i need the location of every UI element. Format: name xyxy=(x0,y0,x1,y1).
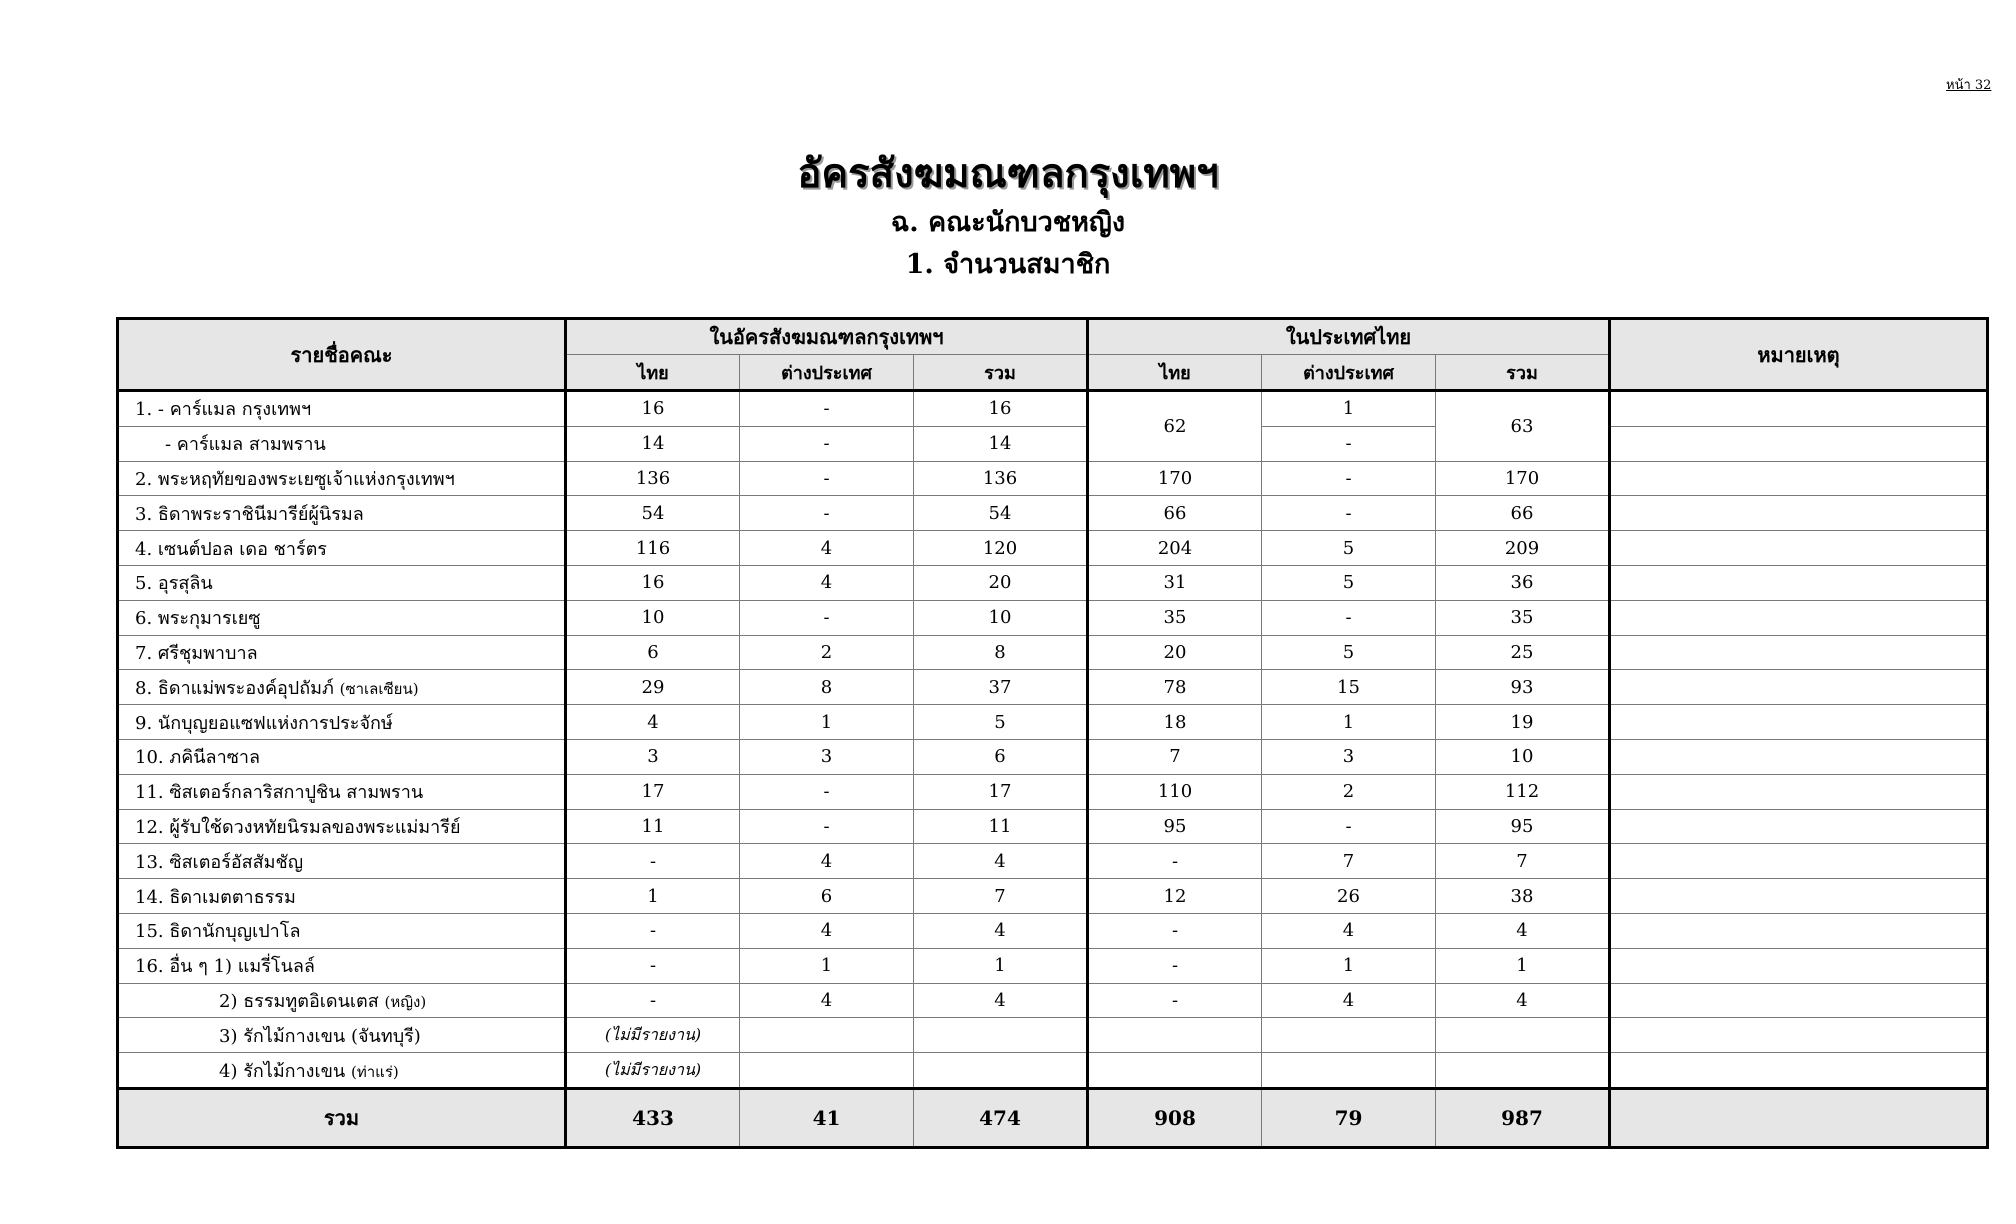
cell-remarks xyxy=(1610,426,1988,461)
cell-t-thai: 7 xyxy=(1088,739,1262,774)
table-row xyxy=(118,1018,1988,1053)
cell-a-total: 4 xyxy=(914,983,1088,1018)
row-name: - คาร์แมล สามพราน xyxy=(118,426,566,461)
cell-remarks xyxy=(1610,774,1988,809)
cell-t-thai xyxy=(1088,1053,1262,1089)
cell-remarks xyxy=(1610,705,1988,740)
row-name: 3) รักไม้กางเขน (จันทบุรี) xyxy=(118,1018,566,1053)
row-name: 7. ศรีชุมพาบาล xyxy=(118,635,566,670)
header-a-foreign: ต่างประเทศ xyxy=(740,355,914,391)
cell-t-total: 112 xyxy=(1436,774,1610,809)
cell-t-thai: 66 xyxy=(1088,496,1262,531)
header-thailand: ในประเทศไทย xyxy=(1088,319,1610,355)
cell-t-total: 38 xyxy=(1436,879,1610,914)
row-name-main: 8. ธิดาแม่พระองค์อุปถัมภ์ xyxy=(135,677,334,699)
cell-a-thai: 6 xyxy=(566,635,740,670)
row-name-main: 2) ธรรมทูตอิเดนเตส xyxy=(219,990,379,1012)
row-name: 5. อุรสุลิน xyxy=(118,565,566,600)
cell-a-foreign: 4 xyxy=(740,913,914,948)
table-row xyxy=(118,948,1988,983)
row-name: 3. ธิดาพระราชินีมารีย์ผู้นิรมล xyxy=(118,496,566,531)
table-row xyxy=(118,531,1988,566)
table-row xyxy=(118,879,1988,914)
cell-a-foreign: 1 xyxy=(740,705,914,740)
cell-remarks xyxy=(1610,844,1988,879)
cell-a-foreign: - xyxy=(740,426,914,461)
row-name: 16. อื่น ๆ 1) แมรี่โนลล์ xyxy=(118,948,566,983)
row-name: 9. นักบุญยอแซฟแห่งการประจักษ์ xyxy=(118,705,566,740)
cell-t-thai: 20 xyxy=(1088,635,1262,670)
cell-a-foreign: 3 xyxy=(740,739,914,774)
row-name: 14. ธิดาเมตตาธรรม xyxy=(118,879,566,914)
table-row xyxy=(118,705,1988,740)
cell-t-total: 170 xyxy=(1436,461,1610,496)
cell-t-thai xyxy=(1088,1018,1262,1053)
row-name: 6. พระกุมารเยซู xyxy=(118,600,566,635)
cell-t-total: 209 xyxy=(1436,531,1610,566)
table-row xyxy=(118,774,1988,809)
row-name xyxy=(118,1053,566,1089)
cell-t-thai: 78 xyxy=(1088,670,1262,705)
cell-t-total: 1 xyxy=(1436,948,1610,983)
cell-t-foreign: - xyxy=(1262,809,1436,844)
total-t-total: 987 xyxy=(1436,1088,1610,1147)
cell-remarks xyxy=(1610,461,1988,496)
cell-remarks xyxy=(1610,983,1988,1018)
cell-t-thai: 62 xyxy=(1088,391,1262,462)
cell-a-foreign: 4 xyxy=(740,565,914,600)
cell-a-thai: - xyxy=(566,948,740,983)
table-row xyxy=(118,1053,1988,1089)
row-name xyxy=(118,983,566,1018)
cell-remarks xyxy=(1610,948,1988,983)
cell-remarks xyxy=(1610,809,1988,844)
cell-a-total: 17 xyxy=(914,774,1088,809)
cell-t-foreign xyxy=(1262,1018,1436,1053)
cell-a-total: 4 xyxy=(914,844,1088,879)
total-t-thai: 908 xyxy=(1088,1088,1262,1147)
cell-a-foreign: - xyxy=(740,391,914,427)
cell-remarks xyxy=(1610,391,1988,427)
cell-a-total: 120 xyxy=(914,531,1088,566)
total-remarks xyxy=(1610,1088,1988,1147)
header-remarks: หมายเหตุ xyxy=(1610,319,1988,391)
cell-a-total: 8 xyxy=(914,635,1088,670)
cell-a-foreign: - xyxy=(740,809,914,844)
cell-a-foreign: 4 xyxy=(740,531,914,566)
cell-a-total: 20 xyxy=(914,565,1088,600)
cell-t-thai: 204 xyxy=(1088,531,1262,566)
table-row xyxy=(118,565,1988,600)
cell-a-total: 11 xyxy=(914,809,1088,844)
cell-a-foreign: 4 xyxy=(740,983,914,1018)
cell-t-foreign: 3 xyxy=(1262,739,1436,774)
cell-t-thai: 12 xyxy=(1088,879,1262,914)
cell-t-total: 4 xyxy=(1436,913,1610,948)
row-name: 4. เซนต์ปอล เดอ ชาร์ตร xyxy=(118,531,566,566)
cell-t-thai: 35 xyxy=(1088,600,1262,635)
cell-t-foreign: - xyxy=(1262,496,1436,531)
cell-t-total: 95 xyxy=(1436,809,1610,844)
title-block xyxy=(0,146,2016,286)
header-archdiocese: ในอัครสังฆมณฑลกรุงเทพฯ xyxy=(566,319,1088,355)
cell-a-thai: 4 xyxy=(566,705,740,740)
cell-a-total: 16 xyxy=(914,391,1088,427)
table-row xyxy=(118,809,1988,844)
cell-a-total: 10 xyxy=(914,600,1088,635)
row-name: 10. ภคินีลาซาล xyxy=(118,739,566,774)
cell-t-total: 10 xyxy=(1436,739,1610,774)
table-row xyxy=(118,635,1988,670)
row-name: 1. - คาร์แมล กรุงเทพฯ xyxy=(118,391,566,427)
cell-t-total: 35 xyxy=(1436,600,1610,635)
cell-a-thai: - xyxy=(566,913,740,948)
cell-a-total: 4 xyxy=(914,913,1088,948)
cell-t-foreign: - xyxy=(1262,426,1436,461)
cell-a-foreign: 6 xyxy=(740,879,914,914)
cell-t-thai: 110 xyxy=(1088,774,1262,809)
header-a-thai: ไทย xyxy=(566,355,740,391)
row-name: 12. ผู้รับใช้ดวงหทัยนิรมลของพระแม่มารีย์ xyxy=(118,809,566,844)
cell-t-total: 63 xyxy=(1436,391,1610,462)
row-name: 13. ซิสเตอร์อัสสัมชัญ xyxy=(118,844,566,879)
cell-t-total: 66 xyxy=(1436,496,1610,531)
cell-remarks xyxy=(1610,496,1988,531)
cell-t-foreign: 1 xyxy=(1262,391,1436,427)
table-row xyxy=(118,461,1988,496)
row-name: 2. พระหฤทัยของพระเยซูเจ้าแห่งกรุงเทพฯ xyxy=(118,461,566,496)
cell-a-foreign: - xyxy=(740,774,914,809)
cell-t-foreign: - xyxy=(1262,600,1436,635)
cell-a-total: 54 xyxy=(914,496,1088,531)
cell-a-thai: 3 xyxy=(566,739,740,774)
cell-a-foreign: 8 xyxy=(740,670,914,705)
cell-t-total: 93 xyxy=(1436,670,1610,705)
cell-t-foreign: 1 xyxy=(1262,948,1436,983)
cell-a-thai: 17 xyxy=(566,774,740,809)
cell-t-total xyxy=(1436,1053,1610,1089)
members-table xyxy=(116,317,1989,1149)
section-subtitle: ฉ. คณะนักบวชหญิง xyxy=(890,207,1126,238)
cell-t-thai: 31 xyxy=(1088,565,1262,600)
cell-t-total: 4 xyxy=(1436,983,1610,1018)
cell-a-thai: 54 xyxy=(566,496,740,531)
table-row xyxy=(118,426,1988,461)
cell-t-foreign: 7 xyxy=(1262,844,1436,879)
cell-t-thai: 170 xyxy=(1088,461,1262,496)
cell-a-foreign: - xyxy=(740,600,914,635)
header-t-total: รวม xyxy=(1436,355,1610,391)
cell-t-total: 19 xyxy=(1436,705,1610,740)
cell-a-total: 7 xyxy=(914,879,1088,914)
cell-t-foreign: 5 xyxy=(1262,565,1436,600)
cell-t-thai: 95 xyxy=(1088,809,1262,844)
cell-a-thai: (ไม่มีรายงาน) xyxy=(566,1018,740,1053)
row-name-suffix: (หญิง) xyxy=(384,992,427,1011)
cell-remarks xyxy=(1610,670,1988,705)
page-title: อัครสังฆมณฑลกรุงเทพฯ xyxy=(797,150,1219,197)
cell-a-thai: 136 xyxy=(566,461,740,496)
cell-a-total: 5 xyxy=(914,705,1088,740)
cell-a-foreign: 1 xyxy=(740,948,914,983)
cell-remarks xyxy=(1610,913,1988,948)
cell-a-thai: 1 xyxy=(566,879,740,914)
cell-a-thai: 10 xyxy=(566,600,740,635)
cell-t-thai: - xyxy=(1088,948,1262,983)
cell-a-total: 1 xyxy=(914,948,1088,983)
cell-t-total xyxy=(1436,1018,1610,1053)
cell-t-foreign: - xyxy=(1262,461,1436,496)
cell-remarks xyxy=(1610,600,1988,635)
cell-remarks xyxy=(1610,739,1988,774)
table-subtitle: 1. จำนวนสมาชิก xyxy=(905,249,1111,280)
table-row xyxy=(118,391,1988,427)
cell-remarks xyxy=(1610,531,1988,566)
cell-a-foreign: - xyxy=(740,461,914,496)
row-name: 15. ธิดานักบุญเปาโล xyxy=(118,913,566,948)
table-row xyxy=(118,739,1988,774)
cell-remarks xyxy=(1610,1018,1988,1053)
table-row xyxy=(118,600,1988,635)
cell-t-total: 36 xyxy=(1436,565,1610,600)
cell-a-foreign xyxy=(740,1018,914,1053)
row-name-suffix: (ท่าแร่) xyxy=(350,1062,399,1081)
table-row xyxy=(118,913,1988,948)
cell-a-thai: (ไม่มีรายงาน) xyxy=(566,1053,740,1089)
row-name-main: 4) รักไม้กางเขน xyxy=(219,1060,346,1082)
cell-a-total: 37 xyxy=(914,670,1088,705)
cell-t-thai: - xyxy=(1088,983,1262,1018)
cell-a-thai: 16 xyxy=(566,391,740,427)
table-row xyxy=(118,983,1988,1018)
cell-t-foreign: 2 xyxy=(1262,774,1436,809)
header-t-foreign: ต่างประเทศ xyxy=(1262,355,1436,391)
cell-a-total: 136 xyxy=(914,461,1088,496)
cell-a-total xyxy=(914,1018,1088,1053)
table-row xyxy=(118,670,1988,705)
cell-remarks xyxy=(1610,565,1988,600)
header-name: รายชื่อคณะ xyxy=(118,319,566,391)
totals-label: รวม xyxy=(118,1088,566,1147)
cell-t-foreign: 26 xyxy=(1262,879,1436,914)
header-t-thai: ไทย xyxy=(1088,355,1262,391)
cell-a-thai: 16 xyxy=(566,565,740,600)
cell-a-foreign xyxy=(740,1053,914,1089)
cell-a-thai: 29 xyxy=(566,670,740,705)
cell-a-thai: 116 xyxy=(566,531,740,566)
cell-a-total: 14 xyxy=(914,426,1088,461)
cell-a-foreign: 2 xyxy=(740,635,914,670)
cell-remarks xyxy=(1610,1053,1988,1089)
cell-a-foreign: 4 xyxy=(740,844,914,879)
page-number: หน้า 32 xyxy=(1946,78,1992,93)
table-row xyxy=(118,844,1988,879)
cell-t-total: 25 xyxy=(1436,635,1610,670)
cell-t-foreign xyxy=(1262,1053,1436,1089)
row-name-suffix: (ซาเลเซียน) xyxy=(339,679,419,698)
totals-row xyxy=(118,1088,1988,1147)
cell-remarks xyxy=(1610,879,1988,914)
cell-a-total: 6 xyxy=(914,739,1088,774)
cell-t-foreign: 4 xyxy=(1262,913,1436,948)
cell-a-thai: - xyxy=(566,983,740,1018)
cell-t-thai: - xyxy=(1088,844,1262,879)
cell-t-foreign: 4 xyxy=(1262,983,1436,1018)
total-a-total: 474 xyxy=(914,1088,1088,1147)
total-t-foreign: 79 xyxy=(1262,1088,1436,1147)
cell-a-total xyxy=(914,1053,1088,1089)
cell-a-foreign: - xyxy=(740,496,914,531)
cell-t-foreign: 5 xyxy=(1262,635,1436,670)
total-a-foreign: 41 xyxy=(740,1088,914,1147)
row-name xyxy=(118,670,566,705)
header-a-total: รวม xyxy=(914,355,1088,391)
cell-t-thai: - xyxy=(1088,913,1262,948)
cell-t-foreign: 15 xyxy=(1262,670,1436,705)
total-a-thai: 433 xyxy=(566,1088,740,1147)
cell-a-thai: 14 xyxy=(566,426,740,461)
cell-t-foreign: 5 xyxy=(1262,531,1436,566)
cell-remarks xyxy=(1610,635,1988,670)
cell-a-thai: - xyxy=(566,844,740,879)
cell-t-foreign: 1 xyxy=(1262,705,1436,740)
row-name: 11. ซิสเตอร์กลาริสกาปูชิน สามพราน xyxy=(118,774,566,809)
cell-t-total: 7 xyxy=(1436,844,1610,879)
table-row xyxy=(118,496,1988,531)
cell-t-thai: 18 xyxy=(1088,705,1262,740)
cell-a-thai: 11 xyxy=(566,809,740,844)
